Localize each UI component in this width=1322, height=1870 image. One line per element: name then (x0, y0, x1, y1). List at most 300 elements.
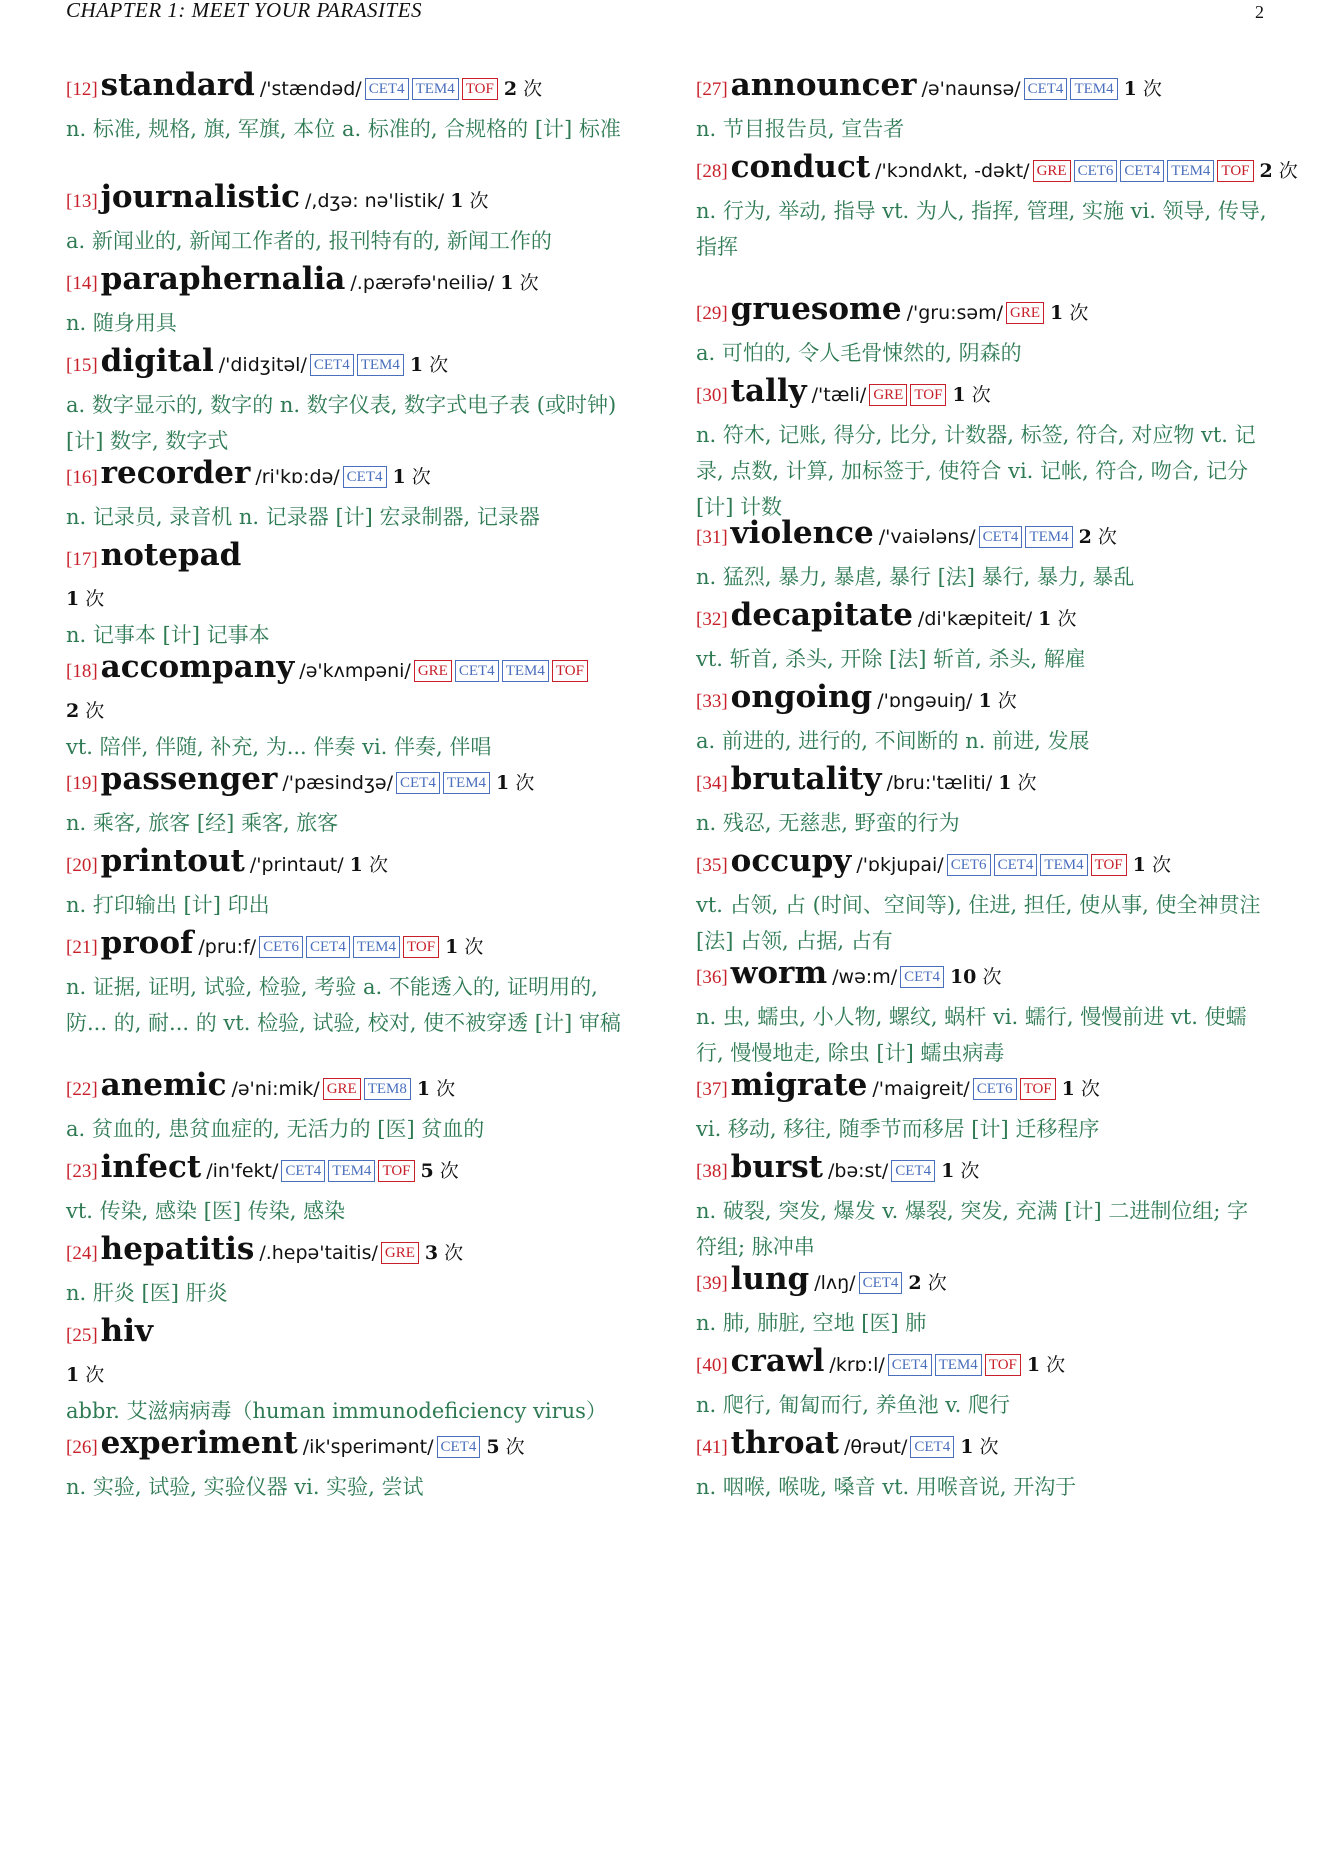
exam-tag-gre: GRE (869, 384, 907, 406)
vocab-entry (66, 176, 638, 259)
exam-tag-tem4: TEM4 (1070, 78, 1117, 100)
vocab-entry (696, 1064, 1268, 1147)
count-unit: 次 (1278, 160, 1298, 182)
exam-tag-gre: GRE (323, 1078, 361, 1100)
definition: n. 节目报告员, 宣告者 (696, 117, 905, 141)
exam-tag-cet4: CET4 (994, 854, 1038, 876)
headword: journalistic (100, 179, 301, 215)
count-number: 1 (952, 384, 966, 406)
phonetic: /'ɒngəuiŋ/ (877, 690, 973, 712)
vocab-entry (66, 758, 638, 841)
frequency-count (425, 1242, 463, 1264)
count-number: 1 (978, 690, 992, 712)
definition: n. 打印输出 [计] 印出 (66, 893, 270, 917)
entry-headline (66, 452, 638, 499)
headword: accompany (100, 649, 295, 685)
phonetic: /'maigreit/ (872, 1078, 970, 1100)
entry-headline (66, 258, 638, 305)
headword: crawl (730, 1343, 825, 1379)
exam-tag-cet4: CET4 (396, 772, 440, 794)
entry-number: [35] (696, 855, 728, 876)
definition: vt. 占领, 占 (时间、空间等), 住进, 担任, 使从事, 使全神贯注 [法] 占领, 占据, 占有 (696, 893, 1261, 953)
entry-number: [39] (696, 1273, 728, 1294)
definition: abbr. 艾滋病病毒（human immunodeficiency virus） (66, 1399, 607, 1423)
exam-tag-cet4: CET4 (891, 1160, 935, 1182)
phonetic: /wə:m/ (832, 966, 898, 988)
headword: gruesome (730, 291, 902, 327)
exam-tag-tem4: TEM4 (353, 936, 400, 958)
frequency-count (978, 690, 1016, 712)
count-unit: 次 (1142, 78, 1162, 100)
entry-headline (696, 840, 1268, 887)
count-unit: 次 (997, 690, 1017, 712)
entry-number: [17] (66, 549, 98, 570)
vocab-entry (66, 64, 638, 147)
phonetic: /'printaut/ (249, 854, 344, 876)
vocab-entry (66, 646, 638, 765)
definition: vt. 陪伴, 伴随, 补充, 为... 伴奏 vi. 伴奏, 伴唱 (66, 735, 492, 759)
count-unit: 次 (982, 966, 1002, 988)
exam-tag-tof: TOF (1217, 160, 1253, 182)
vocab-entry (66, 1228, 638, 1311)
count-number: 1 (1061, 1078, 1075, 1100)
phonetic: /in'fekt/ (206, 1160, 279, 1182)
frequency-count (952, 384, 990, 406)
frequency-count (66, 581, 638, 617)
vocab-entry (696, 676, 1268, 759)
headword: lung (730, 1261, 810, 1297)
count-unit: 次 (469, 190, 489, 212)
vocab-entry (696, 1422, 1268, 1505)
phonetic: /,dʒə: nə'listik/ (305, 190, 445, 212)
entry-number: [29] (696, 303, 728, 324)
definition: n. 残忍, 无慈悲, 野蛮的行为 (696, 811, 960, 835)
frequency-count (486, 1436, 524, 1458)
phonetic: /.hepə'taitis/ (259, 1242, 378, 1264)
count-number: 1 (998, 772, 1012, 794)
entry-headline (696, 594, 1268, 641)
exam-tag-tem4: TEM4 (328, 1160, 375, 1182)
vocab-entry (66, 452, 638, 535)
phonetic: /bə:st/ (827, 1160, 889, 1182)
count-unit: 次 (1097, 526, 1117, 548)
page-number: 2 (1255, 2, 1264, 22)
exam-tag-cet4: CET4 (310, 354, 354, 376)
frequency-count (393, 466, 431, 488)
exam-tag-tof: TOF (985, 1354, 1021, 1376)
count-unit: 次 (368, 854, 388, 876)
entry-headline (66, 1422, 638, 1469)
frequency-count (1124, 78, 1162, 100)
frequency-count (66, 693, 638, 729)
entry-headline (696, 1146, 1268, 1193)
count-unit: 次 (436, 1078, 456, 1100)
exam-tag-tem4: TEM4 (1025, 526, 1072, 548)
phonetic: /'vaiələns/ (878, 526, 976, 548)
entry-headline (66, 64, 638, 111)
vocab-entry (696, 1258, 1268, 1341)
headword: passenger (100, 761, 278, 797)
count-number: 1 (941, 1160, 955, 1182)
count-number: 1 (450, 190, 464, 212)
count-number: 3 (424, 1242, 439, 1264)
count-number: 1 (416, 1078, 431, 1100)
entry-headline (696, 1422, 1268, 1469)
exam-tag-cet4: CET4 (910, 1436, 954, 1458)
count-unit: 次 (429, 354, 449, 376)
entry-number: [34] (696, 773, 728, 794)
headword: recorder (100, 455, 251, 491)
exam-tag-cet4: CET4 (859, 1272, 903, 1294)
vocab-entry (696, 758, 1268, 841)
count-number: 1 (1038, 608, 1052, 630)
definition: n. 破裂, 突发, 爆发 v. 爆裂, 突发, 充满 [计] 二进制位组; 字符组; 脉冲串 (696, 1199, 1249, 1259)
entry-number: [28] (696, 161, 728, 182)
exam-tag-cet4: CET4 (455, 660, 499, 682)
exam-tag-cet4: CET4 (365, 78, 409, 100)
frequency-count (941, 1160, 979, 1182)
vocab-entry (66, 840, 638, 923)
definition: n. 肝炎 [医] 肝炎 (66, 1281, 228, 1305)
headword: throat (730, 1425, 839, 1461)
definition: vt. 斩首, 杀头, 开除 [法] 斩首, 杀头, 解雇 (696, 647, 1086, 671)
phonetic: /'tæli/ (811, 384, 867, 406)
headword: infect (100, 1149, 202, 1185)
frequency-count (998, 772, 1036, 794)
exam-tag-gre: GRE (1006, 302, 1044, 324)
entry-number: [23] (66, 1161, 98, 1182)
exam-tag-tof: TOF (910, 384, 946, 406)
count-number: 1 (66, 1364, 80, 1386)
count-unit: 次 (927, 1272, 947, 1294)
definition: n. 猛烈, 暴力, 暴虐, 暴行 [法] 暴行, 暴力, 暴乱 (696, 565, 1135, 589)
entry-number: [18] (66, 661, 98, 682)
entry-headline (66, 1310, 638, 1357)
phonetic: /ri'kɒ:də/ (255, 466, 340, 488)
count-number: 2 (503, 78, 518, 100)
exam-tag-tem4: TEM4 (502, 660, 549, 682)
vocab-entry (66, 1422, 638, 1505)
entry-headline (696, 1258, 1268, 1305)
entry-number: [38] (696, 1161, 728, 1182)
headword: tally (730, 373, 807, 409)
count-number: 1 (1123, 78, 1137, 100)
definition: a. 新闻业的, 新闻工作者的, 报刊特有的, 新闻工作的 (66, 229, 552, 253)
phonetic: /ə'ni:mik/ (231, 1078, 320, 1100)
vocab-entry (696, 952, 1268, 1071)
vocab-entry (696, 594, 1268, 677)
count-unit: 次 (515, 772, 535, 794)
entry-headline (696, 288, 1268, 335)
vocab-entry (66, 922, 638, 1041)
count-unit: 次 (1080, 1078, 1100, 1100)
count-unit: 次 (971, 384, 991, 406)
count-unit: 次 (411, 466, 431, 488)
headword: experiment (100, 1425, 298, 1461)
count-unit: 次 (523, 78, 543, 100)
exam-tag-cet4: CET4 (900, 966, 944, 988)
definition: n. 行为, 举动, 指导 vt. 为人, 指挥, 管理, 实施 vi. 领导, 传导, 指挥 (696, 199, 1267, 259)
exam-tag-tof: TOF (552, 660, 588, 682)
entry-headline (66, 1146, 638, 1193)
count-unit: 次 (505, 1436, 525, 1458)
definition: n. 咽喉, 喉咙, 嗓音 vt. 用喉音说, 开沟于 (696, 1475, 1077, 1499)
entry-number: [32] (696, 609, 728, 630)
entry-headline (696, 512, 1268, 559)
entry-number: [16] (66, 467, 98, 488)
entry-headline (696, 64, 1268, 111)
count-number: 2 (908, 1272, 922, 1294)
phonetic: /'kɔndʌkt, -dəkt/ (875, 160, 1030, 182)
headword: hepatitis (100, 1231, 255, 1267)
headword: standard (100, 67, 255, 103)
phonetic: /ik'sperimənt/ (302, 1436, 434, 1458)
exam-tag-tem4: TEM4 (1167, 160, 1214, 182)
entry-number: [31] (696, 527, 728, 548)
count-number: 1 (496, 772, 510, 794)
vocab-entry (696, 370, 1268, 525)
definition: n. 虫, 蠕虫, 小人物, 螺纹, 蜗杆 vi. 蠕行, 慢慢前进 vt. 使蠕行, 慢慢地走, 除虫 [计] 蠕虫病毒 (696, 1005, 1247, 1065)
frequency-count (1027, 1354, 1065, 1376)
count-unit: 次 (85, 700, 105, 722)
exam-tag-tof: TOF (403, 936, 439, 958)
count-unit: 次 (1046, 1354, 1066, 1376)
entry-number: [12] (66, 79, 98, 100)
count-number: 1 (1132, 854, 1146, 876)
phonetic: /krɒ:l/ (829, 1354, 885, 1376)
exam-tag-tof: TOF (462, 78, 498, 100)
exam-tag-tem4: TEM4 (443, 772, 490, 794)
entry-number: [27] (696, 79, 728, 100)
phonetic: /di'kæpiteit/ (917, 608, 1033, 630)
entry-number: [40] (696, 1355, 728, 1376)
entry-number: [20] (66, 855, 98, 876)
entry-number: [33] (696, 691, 728, 712)
count-number: 2 (66, 700, 80, 722)
vocab-entry (696, 1146, 1268, 1265)
definition: n. 爬行, 匍匐而行, 养鱼池 v. 爬行 (696, 1393, 1010, 1417)
entry-headline (66, 534, 638, 581)
count-unit: 次 (979, 1436, 999, 1458)
exam-tag-cet4: CET4 (281, 1160, 325, 1182)
frequency-count (500, 272, 538, 294)
count-number: 2 (1259, 160, 1273, 182)
frequency-count (496, 772, 534, 794)
definition: n. 记事本 [计] 记事本 (66, 623, 270, 647)
entry-number: [24] (66, 1243, 98, 1264)
exam-tag-tof: TOF (1091, 854, 1127, 876)
entry-number: [14] (66, 273, 98, 294)
exam-tag-cet6: CET6 (947, 854, 991, 876)
entry-headline (66, 646, 638, 693)
exam-tag-tem4: TEM4 (412, 78, 459, 100)
vocab-entry (696, 146, 1298, 265)
definition: n. 标准, 规格, 旗, 军旗, 本位 a. 标准的, 合规格的 [计] 标准 (66, 117, 621, 141)
chapter-title: CHAPTER 1: MEET YOUR PARASITES (66, 0, 423, 22)
entry-headline (696, 370, 1268, 417)
definition: a. 前进的, 进行的, 不间断的 n. 前进, 发展 (696, 729, 1090, 753)
headword: notepad (100, 537, 242, 573)
headword: migrate (730, 1067, 868, 1103)
exam-tag-cet4: CET4 (979, 526, 1023, 548)
count-unit: 次 (464, 936, 484, 958)
entry-headline (696, 758, 1268, 805)
exam-tag-gre: GRE (414, 660, 452, 682)
definition: a. 贫血的, 患贫血症的, 无活力的 [医] 贫血的 (66, 1117, 485, 1141)
entry-headline (66, 340, 638, 387)
frequency-count (1050, 302, 1088, 324)
vocab-entry (696, 288, 1268, 371)
vocab-entry (66, 340, 638, 459)
definition: n. 证据, 证明, 试验, 检验, 考验 a. 不能透入的, 证明用的, 防... 的, 耐... 的 vt. 检验, 试验, 校对, 使不被穿透 [计] 审稿 (66, 975, 621, 1035)
count-number: 1 (960, 1436, 974, 1458)
exam-tag-cet6: CET6 (259, 936, 303, 958)
phonetic: /'didʒitəl/ (218, 354, 307, 376)
headword: paraphernalia (100, 261, 346, 297)
entry-number: [26] (66, 1437, 98, 1458)
exam-tag-cet4: CET4 (1120, 160, 1164, 182)
exam-tag-tof: TOF (1020, 1078, 1056, 1100)
phonetic: /'pæsindʒə/ (282, 772, 394, 794)
headword: proof (100, 925, 194, 961)
exam-tag-cet4: CET4 (437, 1436, 481, 1458)
headword: digital (100, 343, 214, 379)
headword: anemic (100, 1067, 227, 1103)
entry-headline (66, 922, 638, 969)
frequency-count (960, 1436, 998, 1458)
phonetic: /ə'kʌmpəni/ (299, 660, 411, 682)
entry-number: [36] (696, 967, 728, 988)
entry-headline (66, 1064, 638, 1111)
phonetic: /'stændəd/ (259, 78, 362, 100)
vocab-entry (696, 512, 1268, 595)
frequency-count (1260, 160, 1298, 182)
count-number: 1 (1050, 302, 1064, 324)
entry-number: [41] (696, 1437, 728, 1458)
count-unit: 次 (85, 1364, 105, 1386)
count-unit: 次 (1057, 608, 1077, 630)
vocab-entry (696, 64, 1268, 147)
entry-number: [22] (66, 1079, 98, 1100)
exam-tag-cet4: CET4 (1024, 78, 1068, 100)
headword: violence (730, 515, 874, 551)
frequency-count (1079, 526, 1117, 548)
phonetic: /θrəut/ (843, 1436, 908, 1458)
count-number: 5 (486, 1436, 500, 1458)
frequency-count (445, 936, 483, 958)
count-number: 1 (500, 272, 514, 294)
phonetic: /'ɒkjupai/ (856, 854, 944, 876)
vocab-entry (66, 258, 638, 341)
frequency-count (1038, 608, 1076, 630)
frequency-count (410, 354, 448, 376)
count-unit: 次 (85, 588, 105, 610)
definition: a. 可怕的, 令人毛骨悚然的, 阴森的 (696, 341, 1022, 365)
phonetic: /ə'naunsə/ (921, 78, 1021, 100)
entry-number: [15] (66, 355, 98, 376)
headword: printout (100, 843, 245, 879)
vocab-entry (66, 534, 638, 653)
headword: decapitate (730, 597, 913, 633)
frequency-count (421, 1160, 459, 1182)
exam-tag-tem4: TEM4 (1040, 854, 1087, 876)
entry-number: [37] (696, 1079, 728, 1100)
count-number: 1 (1026, 1354, 1041, 1376)
headword: worm (730, 955, 828, 991)
headword: ongoing (730, 679, 873, 715)
exam-tag-cet6: CET6 (1074, 160, 1118, 182)
entry-headline (66, 176, 638, 223)
vocab-entry (696, 1340, 1268, 1423)
exam-tag-cet4: CET4 (306, 936, 350, 958)
vocab-entry (66, 1146, 638, 1229)
phonetic: /.pærəfə'neiliə/ (350, 272, 495, 294)
frequency-count (417, 1078, 455, 1100)
phonetic: /pru:f/ (198, 936, 257, 958)
headword: occupy (730, 843, 852, 879)
entry-headline (66, 1228, 638, 1275)
frequency-count (504, 78, 542, 100)
count-unit: 次 (1151, 854, 1171, 876)
vocab-entry (66, 1310, 638, 1429)
definition: n. 记录员, 录音机 n. 记录器 [计] 宏录制器, 记录器 (66, 505, 540, 529)
entry-headline (66, 758, 638, 805)
exam-tag-cet4: CET4 (343, 466, 387, 488)
definition: n. 乘客, 旅客 [经] 乘客, 旅客 (66, 811, 339, 835)
definition: n. 符木, 记账, 得分, 比分, 计数器, 标签, 符合, 对应物 vt. 记录, 点数, 计算, 加标签于, 使符合 vi. 记帐, 符合, 吻合, 记分 [计] 计数 (696, 423, 1256, 519)
definition: n. 实验, 试验, 实验仪器 vi. 实验, 尝试 (66, 1475, 424, 1499)
entry-headline (696, 1064, 1268, 1111)
frequency-count (450, 190, 488, 212)
definition: vi. 移动, 移往, 随季节而移居 [计] 迁移程序 (696, 1117, 1100, 1141)
exam-tag-gre: GRE (1033, 160, 1071, 182)
frequency-count (350, 854, 388, 876)
count-number: 1 (409, 354, 424, 376)
definition: n. 随身用具 (66, 311, 177, 335)
count-number: 1 (349, 854, 363, 876)
entry-number: [30] (696, 385, 728, 406)
entry-headline (696, 1340, 1268, 1387)
count-number: 2 (1078, 526, 1092, 548)
exam-tag-tem8: TEM8 (364, 1078, 411, 1100)
exam-tag-tof: TOF (378, 1160, 414, 1182)
exam-tag-gre: GRE (381, 1242, 419, 1264)
count-number: 5 (420, 1160, 434, 1182)
definition: a. 数字显示的, 数字的 n. 数字仪表, 数字式电子表 (或时钟) [计] 数字, 数字式 (66, 393, 617, 453)
entry-number: [19] (66, 773, 98, 794)
headword: conduct (730, 149, 871, 185)
phonetic: /'gru:səm/ (906, 302, 1004, 324)
definition: vt. 传染, 感染 [医] 传染, 感染 (66, 1199, 346, 1223)
entry-number: [21] (66, 937, 98, 958)
count-number: 1 (445, 936, 459, 958)
entry-number: [25] (66, 1325, 98, 1346)
headword: burst (730, 1149, 823, 1185)
vocab-entry (696, 840, 1268, 959)
count-unit: 次 (439, 1160, 459, 1182)
headword: announcer (730, 67, 917, 103)
vocab-entry (66, 1064, 638, 1147)
count-unit: 次 (960, 1160, 980, 1182)
count-unit: 次 (444, 1242, 464, 1264)
exam-tag-tem4: TEM4 (935, 1354, 982, 1376)
exam-tag-cet6: CET6 (973, 1078, 1017, 1100)
count-number: 10 (949, 966, 977, 988)
entry-number: [13] (66, 191, 98, 212)
entry-headline (696, 952, 1268, 999)
frequency-count (66, 1357, 638, 1393)
phonetic: /bru:'tæliti/ (886, 772, 993, 794)
